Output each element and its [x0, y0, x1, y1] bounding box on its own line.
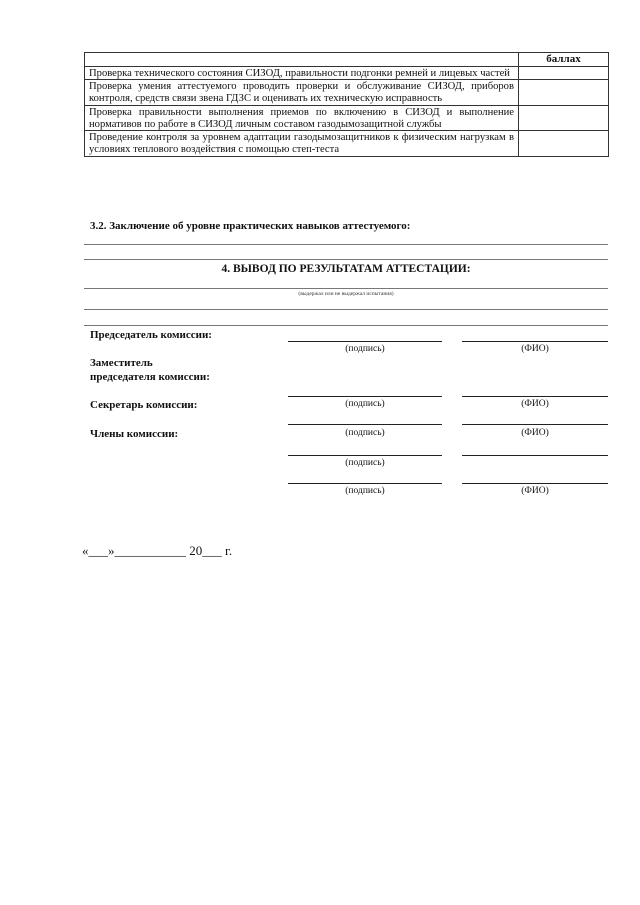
section-4-title: 4. ВЫВОД ПО РЕЗУЛЬТАТАМ АТТЕСТАЦИИ:	[221, 263, 471, 275]
fio-caption: (ФИО)	[521, 486, 549, 496]
member-fio-line[interactable]	[462, 455, 608, 456]
verdict-line[interactable]	[84, 288, 608, 289]
conclusion-line[interactable]	[84, 244, 608, 245]
chairman-signature-line[interactable]	[288, 341, 442, 342]
score-cell[interactable]	[519, 80, 609, 105]
signature-caption: (подпись)	[345, 399, 385, 409]
table-header-row	[85, 53, 609, 67]
score-cell[interactable]	[519, 131, 609, 156]
score-cell[interactable]	[519, 66, 609, 80]
signature-caption: (подпись)	[345, 428, 385, 438]
criterion-cell: Проверка технического состояния СИЗОД, правильности подгонки ремней и лицевых частей	[85, 66, 519, 80]
conclusion-line[interactable]	[84, 259, 608, 260]
deputy-fio-line[interactable]	[462, 396, 608, 397]
table-row	[85, 105, 609, 130]
deputy-label-line1: Заместитель	[90, 357, 153, 369]
table-row	[85, 66, 609, 80]
deputy-signature-line[interactable]	[288, 396, 442, 397]
verdict-note: (выдержал или не выдержал испытания)	[298, 291, 394, 297]
members-label: Члены комиссии:	[90, 428, 179, 440]
date-line[interactable]: «___»___________ 20___ г.	[82, 543, 233, 558]
verdict-line[interactable]	[84, 325, 608, 326]
secretary-label: Секретарь комиссии:	[90, 399, 198, 411]
signature-caption: (подпись)	[345, 486, 385, 496]
signature-caption: (подпись)	[345, 344, 385, 354]
score-cell[interactable]	[519, 105, 609, 130]
member-signature-line[interactable]	[288, 455, 442, 456]
verdict-line[interactable]	[84, 309, 608, 310]
deputy-label-line2: председателя комиссии:	[90, 371, 210, 383]
criterion-cell: Проверка умения аттестуемого проводить проверки и обслуживание СИЗОД, приборов контроля, средств связи звена ГДЗС и оценивать их техническую исправность	[85, 80, 519, 105]
table-row	[85, 131, 609, 156]
section-3-2-heading: 3.2. Заключение об уровне практических навыков аттестуемого:	[90, 220, 411, 232]
criterion-cell: Проведение контроля за уровнем адаптации газодымозащитников к физическим нагрузкам в условиях теплового воздействия с помощью степ-теста	[85, 131, 519, 156]
score-column-header: баллах	[519, 53, 609, 67]
chairman-label: Председатель комиссии:	[90, 329, 212, 341]
secretary-fio-line[interactable]	[462, 424, 608, 425]
chairman-fio-line[interactable]	[462, 341, 608, 342]
practical-skills-table	[84, 52, 609, 157]
secretary-signature-line[interactable]	[288, 424, 442, 425]
member-signature-line[interactable]	[288, 483, 442, 484]
criterion-cell: Проверка правильности выполнения приемов по включению в СИЗОД и выполнение нормативов по работе в СИЗОД личным составом газодымозащитной службы	[85, 105, 519, 130]
member-fio-line[interactable]	[462, 483, 608, 484]
fio-caption: (ФИО)	[521, 344, 549, 354]
signature-caption: (подпись)	[345, 458, 385, 468]
fio-caption: (ФИО)	[521, 428, 549, 438]
fio-caption: (ФИО)	[521, 399, 549, 409]
table-header-empty-cell	[85, 53, 519, 67]
table-row	[85, 80, 609, 105]
